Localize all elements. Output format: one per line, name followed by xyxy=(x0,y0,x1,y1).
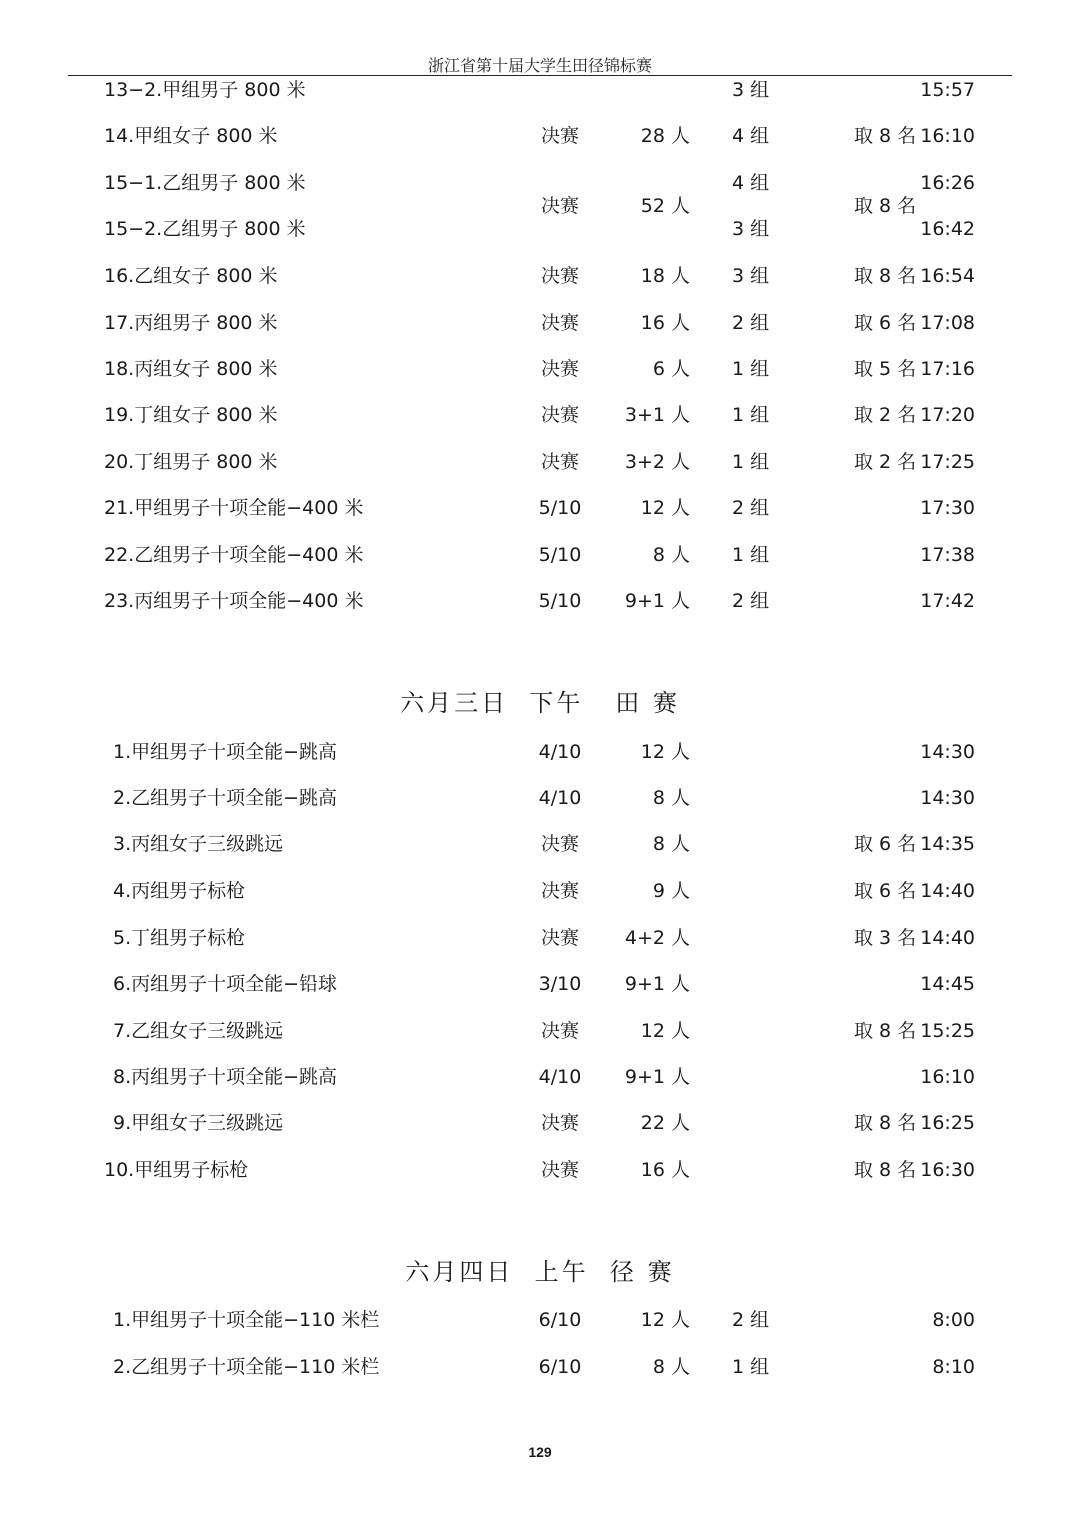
entrant-count: 6 人 xyxy=(652,358,690,380)
schedule-row xyxy=(0,75,1080,105)
start-time: 8:00 xyxy=(932,1309,975,1331)
groups: 4 组 xyxy=(732,125,770,147)
event-name: 1.甲组男子十项全能−110 米栏 xyxy=(113,1309,380,1331)
start-time: 14:30 xyxy=(920,787,975,809)
schedule-row xyxy=(0,214,1080,244)
round: 决赛 xyxy=(540,125,579,147)
start-time: 8:10 xyxy=(932,1356,975,1378)
section-title-june4-track: 六月四日 上午 径 赛 xyxy=(405,1258,675,1286)
round: 5/10 xyxy=(538,590,582,612)
round: 决赛 xyxy=(540,1020,579,1042)
advance-count: 取 2 名 xyxy=(854,451,917,473)
round: 决赛 xyxy=(540,1159,579,1181)
event-name: 8.丙组男子十项全能−跳高 xyxy=(113,1066,338,1088)
round: 4/10 xyxy=(538,787,582,809)
start-time: 14:40 xyxy=(920,880,975,902)
start-time: 16:10 xyxy=(920,125,975,147)
entrant-count: 12 人 xyxy=(640,497,690,519)
start-time: 17:20 xyxy=(920,404,975,426)
entrant-count: 12 人 xyxy=(640,1309,690,1331)
start-time: 16:10 xyxy=(920,1066,975,1088)
round: 4/10 xyxy=(538,741,582,763)
entrant-count: 16 人 xyxy=(640,1159,690,1181)
round: 3/10 xyxy=(538,973,582,995)
start-time: 16:30 xyxy=(920,1159,975,1181)
groups: 3 组 xyxy=(732,218,770,240)
schedule-row xyxy=(0,1305,1080,1335)
section-title-june3-field: 六月三日 下午 田 赛 xyxy=(400,689,680,717)
schedule-row xyxy=(0,1108,1080,1138)
round: 决赛 xyxy=(540,358,579,380)
schedule-row xyxy=(0,1062,1080,1092)
entrant-count: 9+1 人 xyxy=(624,590,690,612)
round: 决赛 xyxy=(540,927,579,949)
event-name: 6.丙组男子十项全能−铅球 xyxy=(113,973,338,995)
advance-count: 取 5 名 xyxy=(854,358,917,380)
round: 决赛 xyxy=(540,1112,579,1134)
round: 决赛 xyxy=(540,833,579,855)
event-name: 14.甲组女子 800 米 xyxy=(104,125,278,147)
schedule-row xyxy=(0,400,1080,430)
event-name: 15−2.乙组男子 800 米 xyxy=(104,218,306,240)
groups: 2 组 xyxy=(732,590,770,612)
round: 决赛 xyxy=(540,451,579,473)
entrant-count: 28 人 xyxy=(640,125,690,147)
event-name: 4.丙组男子标枪 xyxy=(113,880,246,902)
groups: 1 组 xyxy=(732,358,770,380)
start-time: 15:57 xyxy=(920,79,975,101)
entrant-count: 12 人 xyxy=(640,741,690,763)
schedule-row xyxy=(0,923,1080,953)
round: 6/10 xyxy=(538,1356,582,1378)
entrant-count: 3+2 人 xyxy=(624,451,690,473)
start-time: 16:42 xyxy=(920,218,975,240)
start-time: 17:25 xyxy=(920,451,975,473)
schedule-row xyxy=(0,493,1080,523)
schedule-row xyxy=(0,308,1080,338)
schedule-row xyxy=(0,969,1080,999)
start-time: 14:35 xyxy=(920,833,975,855)
advance-count: 取 8 名 xyxy=(854,195,917,217)
advance-count: 取 2 名 xyxy=(854,404,917,426)
entrant-count: 8 人 xyxy=(652,787,690,809)
event-name: 17.丙组男子 800 米 xyxy=(104,312,278,334)
entrant-count: 8 人 xyxy=(652,1356,690,1378)
groups: 2 组 xyxy=(732,497,770,519)
entrant-count: 18 人 xyxy=(640,265,690,287)
start-time: 16:54 xyxy=(920,265,975,287)
advance-count: 取 8 名 xyxy=(854,1159,917,1181)
schedule-row xyxy=(0,1352,1080,1382)
event-name: 21.甲组男子十项全能−400 米 xyxy=(104,497,364,519)
schedule-row xyxy=(0,876,1080,906)
round: 6/10 xyxy=(538,1309,582,1331)
start-time: 16:26 xyxy=(920,172,975,194)
event-name: 3.丙组女子三级跳远 xyxy=(113,833,284,855)
start-time: 17:08 xyxy=(920,312,975,334)
schedule-row xyxy=(0,121,1080,151)
round: 决赛 xyxy=(540,404,579,426)
entrant-count: 8 人 xyxy=(652,544,690,566)
schedule-row xyxy=(0,540,1080,570)
entrant-count: 4+2 人 xyxy=(624,927,690,949)
round: 5/10 xyxy=(538,544,582,566)
round: 决赛 xyxy=(540,265,579,287)
round: 4/10 xyxy=(538,1066,582,1088)
round: 决赛 xyxy=(540,195,579,217)
schedule-row xyxy=(0,447,1080,477)
entrant-count: 22 人 xyxy=(640,1112,690,1134)
event-name: 20.丁组男子 800 米 xyxy=(104,451,278,473)
start-time: 17:42 xyxy=(920,590,975,612)
groups: 2 组 xyxy=(732,1309,770,1331)
groups: 3 组 xyxy=(732,79,770,101)
start-time: 15:25 xyxy=(920,1020,975,1042)
page-number: 129 xyxy=(528,1444,552,1460)
event-name: 10.甲组男子标枪 xyxy=(104,1159,249,1181)
entrant-count: 9+1 人 xyxy=(624,973,690,995)
event-name: 23.丙组男子十项全能−400 米 xyxy=(104,590,364,612)
groups: 3 组 xyxy=(732,265,770,287)
schedule-row xyxy=(0,783,1080,813)
document-header-title: 浙江省第十届大学生田径锦标赛 xyxy=(427,56,652,75)
event-name: 1.甲组男子十项全能−跳高 xyxy=(113,741,338,763)
advance-count: 取 6 名 xyxy=(854,880,917,902)
schedule-row xyxy=(0,261,1080,291)
round: 决赛 xyxy=(540,880,579,902)
groups: 1 组 xyxy=(732,544,770,566)
event-name: 15−1.乙组男子 800 米 xyxy=(104,172,306,194)
groups: 4 组 xyxy=(732,172,770,194)
advance-count: 取 6 名 xyxy=(854,312,917,334)
schedule-row xyxy=(0,829,1080,859)
schedule-row xyxy=(0,586,1080,616)
entrant-count: 8 人 xyxy=(652,833,690,855)
event-name: 13−2.甲组男子 800 米 xyxy=(104,79,306,101)
event-name: 2.乙组男子十项全能−跳高 xyxy=(113,787,338,809)
schedule-row xyxy=(0,1016,1080,1046)
start-time: 14:40 xyxy=(920,927,975,949)
event-name: 2.乙组男子十项全能−110 米栏 xyxy=(113,1356,380,1378)
advance-count: 取 8 名 xyxy=(854,1020,917,1042)
schedule-row xyxy=(0,1155,1080,1185)
event-name: 7.乙组女子三级跳远 xyxy=(113,1020,284,1042)
entrant-count: 52 人 xyxy=(640,195,690,217)
start-time: 17:30 xyxy=(920,497,975,519)
start-time: 14:30 xyxy=(920,741,975,763)
schedule-row xyxy=(0,354,1080,384)
entrant-count: 9 人 xyxy=(652,880,690,902)
advance-count: 取 6 名 xyxy=(854,833,917,855)
advance-count: 取 8 名 xyxy=(854,125,917,147)
entrant-count: 16 人 xyxy=(640,312,690,334)
groups: 1 组 xyxy=(732,404,770,426)
round: 决赛 xyxy=(540,312,579,334)
entrant-count: 3+1 人 xyxy=(624,404,690,426)
event-name: 5.丁组男子标枪 xyxy=(113,927,246,949)
round: 5/10 xyxy=(538,497,582,519)
event-name: 19.丁组女子 800 米 xyxy=(104,404,278,426)
schedule-row xyxy=(0,737,1080,767)
advance-count: 取 8 名 xyxy=(854,265,917,287)
event-name: 16.乙组女子 800 米 xyxy=(104,265,278,287)
groups: 1 组 xyxy=(732,451,770,473)
event-name: 22.乙组男子十项全能−400 米 xyxy=(104,544,364,566)
advance-count: 取 3 名 xyxy=(854,927,917,949)
entrant-count: 12 人 xyxy=(640,1020,690,1042)
groups: 1 组 xyxy=(732,1356,770,1378)
start-time: 17:38 xyxy=(920,544,975,566)
start-time: 17:16 xyxy=(920,358,975,380)
start-time: 14:45 xyxy=(920,973,975,995)
entrant-count: 9+1 人 xyxy=(624,1066,690,1088)
advance-count: 取 8 名 xyxy=(854,1112,917,1134)
groups: 2 组 xyxy=(732,312,770,334)
start-time: 16:25 xyxy=(920,1112,975,1134)
event-name: 18.丙组女子 800 米 xyxy=(104,358,278,380)
event-name: 9.甲组女子三级跳远 xyxy=(113,1112,284,1134)
